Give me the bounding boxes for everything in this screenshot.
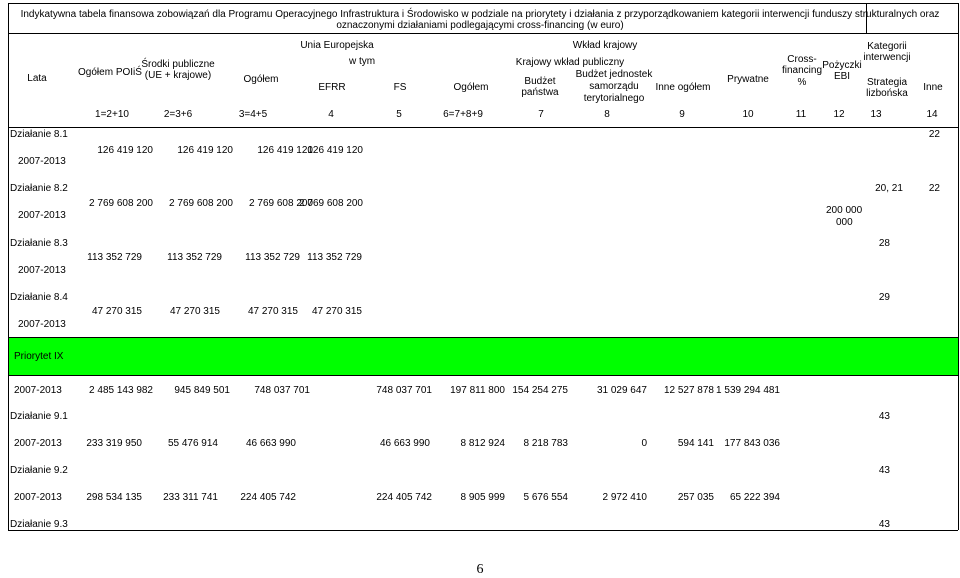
value-cell: 65 222 394 bbox=[729, 492, 780, 503]
category-inne: 22 bbox=[928, 129, 940, 140]
years-label: 2007-2013 bbox=[18, 156, 66, 167]
category-inne: 22 bbox=[928, 183, 940, 194]
value-cell: 233 319 950 bbox=[86, 438, 142, 449]
header-bjst-3: terytorialnego bbox=[583, 93, 645, 104]
header-srodki-2: (UE + krajowe) bbox=[144, 70, 212, 81]
header-strategia-2: lizbońska bbox=[866, 88, 908, 99]
header-krajowy-publiczny: Krajowy wkład publiczny bbox=[515, 57, 625, 68]
value-cell: 2 769 608 200 bbox=[89, 198, 153, 209]
header-bjst-2: samorządu bbox=[589, 81, 639, 92]
title-line-2: oznaczonymi działaniami podlegającymi cross-financing (w euro) bbox=[336, 20, 624, 31]
value-cell: 5 676 554 bbox=[523, 492, 568, 503]
years-label: 2007-2013 bbox=[18, 319, 66, 330]
years-label: 2007-2013 bbox=[18, 210, 66, 221]
value-cell: 177 843 036 bbox=[724, 438, 780, 449]
value-cell: 224 405 742 bbox=[376, 492, 432, 503]
value-cell: 945 849 501 bbox=[174, 385, 230, 396]
formula-cell: 4 bbox=[328, 109, 334, 120]
value-cell: 46 663 990 bbox=[245, 438, 296, 449]
value-cell: 113 352 729 bbox=[167, 252, 222, 263]
header-kategorii-2: interwencji bbox=[863, 52, 911, 63]
category-inne: 28 bbox=[878, 238, 890, 249]
value-cell: 31 029 647 bbox=[596, 385, 647, 396]
formula-cell: 9 bbox=[679, 109, 685, 120]
value-cell: 1 539 294 481 bbox=[716, 385, 780, 396]
header-inne-ogolem: Inne ogółem bbox=[655, 82, 711, 93]
header-wklad: Wkład krajowy bbox=[572, 40, 638, 51]
years-label: 2007-2013 bbox=[18, 265, 66, 276]
value-cell: 2 485 143 982 bbox=[89, 385, 153, 396]
value-cell: 47 270 315 bbox=[247, 306, 298, 317]
value-cell: 2 769 608 200 bbox=[249, 198, 313, 209]
header-budzet-2: państwa bbox=[521, 87, 559, 98]
value-cell: 154 254 275 bbox=[512, 385, 568, 396]
section-label: Działanie 9.2 bbox=[10, 465, 68, 476]
formula-cell: 5 bbox=[396, 109, 402, 120]
value-cell: 113 352 729 bbox=[245, 252, 300, 263]
value-cell: 298 534 135 bbox=[86, 492, 142, 503]
value-cell: 0 bbox=[641, 438, 647, 449]
formula-cell: 14 bbox=[926, 109, 938, 120]
header-wk-ogolem: Ogółem bbox=[453, 82, 489, 93]
category-inne: 43 bbox=[878, 519, 890, 530]
section-label: Działanie 8.3 bbox=[10, 238, 68, 249]
category-strategia: 20, 21 bbox=[875, 183, 903, 194]
header-prywatne: Prywatne bbox=[727, 74, 769, 85]
header-unia: Unia Europejska bbox=[300, 40, 374, 51]
section-label: Działanie 8.2 bbox=[10, 183, 68, 194]
years-label: 2007-2013 bbox=[14, 385, 62, 396]
section-label: Działanie 8.1 bbox=[10, 129, 68, 140]
value-cell: 233 311 741 bbox=[163, 492, 218, 503]
section-label: Działanie 8.4 bbox=[10, 292, 68, 303]
value-cell: 257 035 bbox=[677, 492, 714, 503]
pozyczki-value-1: 200 000 bbox=[826, 205, 863, 216]
value-cell: 197 811 800 bbox=[450, 385, 505, 396]
value-cell: 126 419 120 bbox=[307, 145, 363, 156]
value-cell: 2 972 410 bbox=[602, 492, 647, 503]
header-ogolem-poiis: Ogółem POIiŚ bbox=[78, 67, 142, 78]
header-kategorii-1: Kategorii bbox=[867, 41, 907, 52]
category-inne: 29 bbox=[878, 292, 890, 303]
header-lata: Lata bbox=[27, 73, 47, 84]
section-label: Działanie 9.1 bbox=[10, 411, 68, 422]
value-cell: 748 037 701 bbox=[254, 385, 310, 396]
formula-cell: 6=7+8+9 bbox=[443, 109, 483, 120]
page-number: 6 bbox=[476, 562, 484, 577]
value-cell: 748 037 701 bbox=[376, 385, 432, 396]
header-pozyczki-2: EBI bbox=[833, 71, 851, 82]
priority-band bbox=[8, 337, 958, 375]
value-cell: 113 352 729 bbox=[307, 252, 362, 263]
value-cell: 126 419 120 bbox=[97, 145, 153, 156]
value-cell: 8 812 924 bbox=[460, 438, 505, 449]
header-inne: Inne bbox=[923, 82, 943, 93]
section-label: Działanie 9.3 bbox=[10, 519, 68, 530]
value-cell: 46 663 990 bbox=[379, 438, 430, 449]
pozyczki-value-2: 000 bbox=[836, 217, 853, 228]
header-budzet-1: Budżet bbox=[524, 76, 556, 87]
years-label: 2007-2013 bbox=[14, 492, 62, 503]
priority-label: Priorytet IX bbox=[14, 351, 64, 362]
formula-cell: 2=3+6 bbox=[163, 109, 193, 120]
header-fs: FS bbox=[393, 82, 407, 93]
header-strategia-1: Strategia bbox=[866, 77, 908, 88]
value-cell: 594 141 bbox=[677, 438, 714, 449]
value-cell: 8 905 999 bbox=[460, 492, 505, 503]
value-cell: 47 270 315 bbox=[169, 306, 220, 317]
formula-cell: 11 bbox=[795, 109, 807, 120]
formula-cell: 8 bbox=[604, 109, 610, 120]
header-srodki-1: Środki publiczne bbox=[141, 59, 215, 70]
value-cell: 47 270 315 bbox=[91, 306, 142, 317]
value-cell: 113 352 729 bbox=[87, 252, 142, 263]
header-ue-ogolem: Ogółem bbox=[243, 74, 279, 85]
formula-cell: 3=4+5 bbox=[238, 109, 268, 120]
formula-cell: 10 bbox=[742, 109, 754, 120]
value-cell: 2 769 608 200 bbox=[169, 198, 233, 209]
header-pozyczki-1: Pożyczki bbox=[822, 60, 862, 71]
value-cell: 224 405 742 bbox=[240, 492, 296, 503]
value-cell: 2 769 608 200 bbox=[299, 198, 363, 209]
category-inne: 43 bbox=[878, 465, 890, 476]
title-line-1: Indykatywna tabela finansowa zobowiązań dla Programu Operacyjnego Infrastruktura i Środowisko w podziale na priorytety i działania z przyporządkowaniem kategorii interwencji funduszy strukturalnych oraz bbox=[20, 9, 940, 20]
value-cell: 12 527 878 bbox=[663, 385, 714, 396]
header-cross-1: Cross- bbox=[787, 54, 817, 65]
header-w-tym: w tym bbox=[348, 56, 376, 67]
formula-cell: 12 bbox=[833, 109, 845, 120]
formula-cell: 1=2+10 bbox=[95, 109, 129, 120]
value-cell: 55 476 914 bbox=[167, 438, 218, 449]
header-cross-3: % bbox=[797, 77, 807, 88]
value-cell: 47 270 315 bbox=[311, 306, 362, 317]
formula-cell: 7 bbox=[538, 109, 544, 120]
formula-cell: 13 bbox=[870, 109, 882, 120]
value-cell: 126 419 120 bbox=[257, 145, 313, 156]
header-cross-2: financing bbox=[781, 65, 823, 76]
value-cell: 126 419 120 bbox=[177, 145, 233, 156]
header-efrr: EFRR bbox=[318, 82, 346, 93]
category-inne: 43 bbox=[878, 411, 890, 422]
years-label: 2007-2013 bbox=[14, 438, 62, 449]
header-bjst-1: Budżet jednostek bbox=[575, 69, 653, 80]
value-cell: 8 218 783 bbox=[523, 438, 568, 449]
